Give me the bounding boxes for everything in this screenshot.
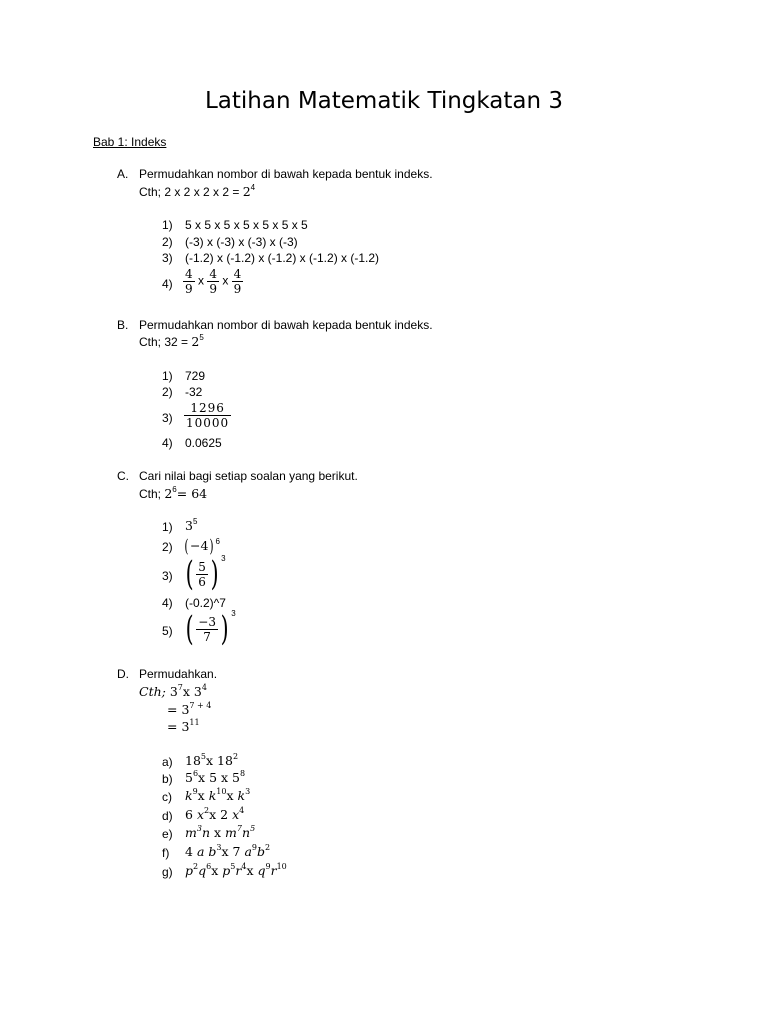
section-a-label: A. xyxy=(117,167,129,181)
a-item-4-num: 4) xyxy=(162,277,173,291)
c-item-2-num: 2) xyxy=(162,540,173,554)
d-item-e-num: e) xyxy=(162,827,173,841)
b-item-3-expr: $\frac{1296}{10000}$ xyxy=(186,401,230,430)
d-item-a-expr: $18^5x$ $18^2$ xyxy=(185,752,239,768)
section-d-example-line2: = $3^{7 + 4}$ xyxy=(167,701,212,717)
c-item-3-expr: ( $\frac{5}{6}$ ) $^3$ xyxy=(185,554,226,594)
page-title: Latihan Matematik Tingkatan 3 xyxy=(204,88,564,114)
section-a-instruction: Permudahkan nombor di bawah kepada bentuk indeks. xyxy=(139,167,433,181)
section-a-example: Cth; 2 x 2 x 2 x $2 = 2^4$ xyxy=(139,183,256,199)
section-c-label: C. xyxy=(117,469,129,483)
b-item-2-text: -32 xyxy=(185,385,203,399)
d-item-b-expr: $5^6x$ 5 x $5^8$ xyxy=(185,769,246,785)
c-item-4-text: (-0.2)^7 xyxy=(185,596,226,610)
section-d-example-line3: = $3^{11}$ xyxy=(167,718,200,734)
d-item-f-expr: 4 a $b^3x$ 7 $a^9b^2$ xyxy=(185,843,271,859)
d-item-g-num: g) xyxy=(162,865,173,879)
b-item-4-num: 4) xyxy=(162,436,173,450)
b-item-4-text: 0.0625 xyxy=(185,436,222,450)
d-item-c-expr: $k^9x$ $k^{10}x$ $k^3$ xyxy=(185,787,251,803)
b-item-1-num: 1) xyxy=(162,369,173,383)
a-item-1-text: 5 x 5 x 5 x 5 x 5 x 5 x 5 xyxy=(185,218,308,232)
c-item-2-expr: $(-4)^6$ xyxy=(184,536,220,557)
d-item-c-num: c) xyxy=(162,790,172,804)
b-item-3-num: 3) xyxy=(162,411,173,425)
section-d-instruction: Permudahkan. xyxy=(139,667,218,681)
a-item-3-num: 3) xyxy=(162,251,173,265)
d-item-e-expr: $m^3n$ x $m^7n^5$ xyxy=(185,824,256,840)
a-item-1-num: 1) xyxy=(162,218,173,232)
c-item-4-num: 4) xyxy=(162,596,173,610)
section-b-instruction: Permudahkan nombor di bawah kepada bentuk indeks. xyxy=(139,318,433,332)
d-item-d-num: d) xyxy=(162,809,173,823)
a-item-2-text: (-3) x (-3) x (-3) x (-3) xyxy=(185,235,298,249)
c-item-3-num: 3) xyxy=(162,569,173,583)
section-d-example-line1: Cth; $3^7x$ $3^4$ xyxy=(139,683,207,699)
section-d-label: D. xyxy=(117,667,129,681)
section-b-label: B. xyxy=(117,318,129,332)
c-item-1-expr: $3^5$ xyxy=(185,517,198,533)
d-item-b-num: b) xyxy=(162,772,173,786)
d-item-f-num: f) xyxy=(162,846,170,860)
d-item-a-num: a) xyxy=(162,755,173,769)
c-item-5-expr: ( $\frac{-3}{7}$ ) $^3$ xyxy=(185,609,236,649)
b-item-2-num: 2) xyxy=(162,385,173,399)
d-item-g-expr: $p^2q^6x$ $p^5r^4x$ $q^9r^{10}$ xyxy=(185,862,287,878)
section-b-example: Cth; $32 = 2^5$ xyxy=(139,333,204,349)
section-c-example: Cth; $2^6= 64$ xyxy=(139,485,208,501)
c-item-1-num: 1) xyxy=(162,520,173,534)
chapter-heading: Bab 1: Indeks xyxy=(93,135,167,149)
a-item-2-num: 2) xyxy=(162,235,173,249)
d-item-d-expr: 6 $x^2x$ 2 $x^4$ xyxy=(185,806,245,822)
a-item-4-expr: $\frac{4}{9}$ x $\frac{4}{9}$ x $\frac{4}{9}$ xyxy=(185,267,242,296)
a-item-3-text: (-1.2) x (-1.2) x (-1.2) x (-1.2) x (-1.2) xyxy=(185,251,380,265)
c-item-5-num: 5) xyxy=(162,624,173,638)
section-c-instruction: Cari nilai bagi setiap soalan yang berikut. xyxy=(139,469,358,483)
b-item-1-text: 729 xyxy=(185,369,206,383)
